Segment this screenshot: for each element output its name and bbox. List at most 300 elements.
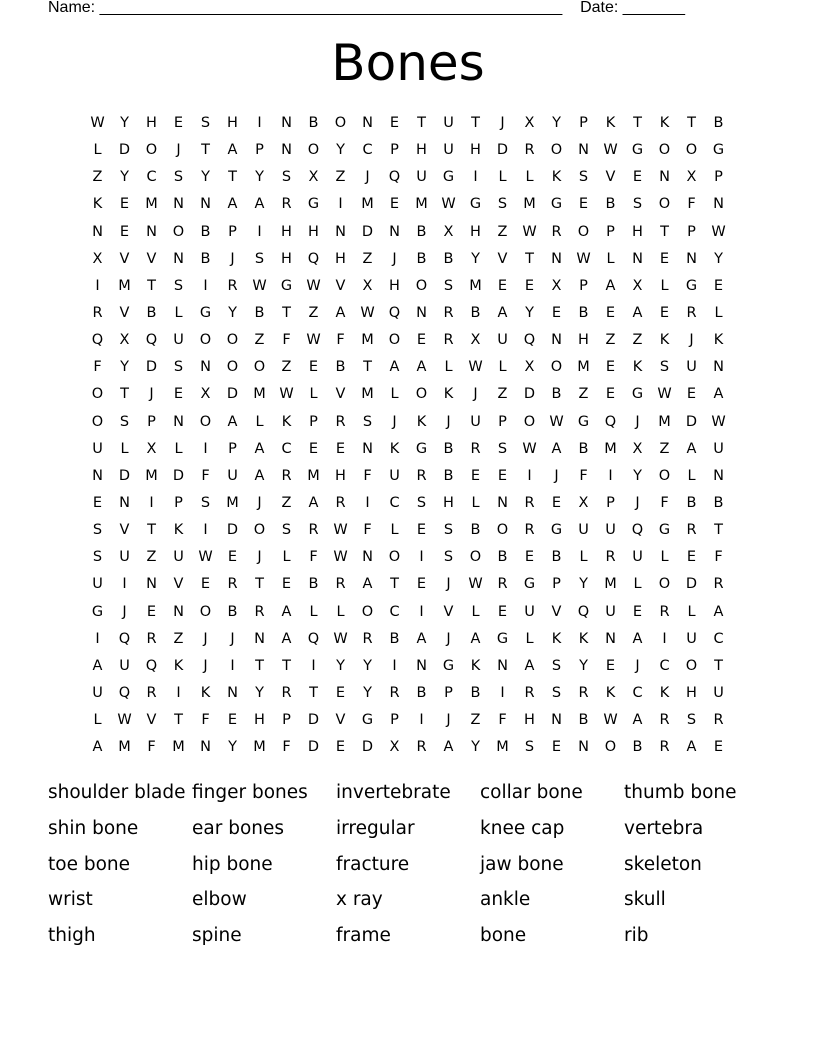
grid-letter: U [227, 467, 238, 484]
grid-letter: S [686, 712, 697, 729]
grid-letter: F [579, 467, 588, 484]
grid-letter: H [578, 332, 589, 349]
grid-letter: A [632, 630, 643, 647]
grid-letter: U [443, 115, 454, 131]
grid-letter: O [388, 332, 401, 349]
word-list-item: finger bones [192, 782, 308, 803]
grid-letter: A [551, 440, 562, 457]
grid-letter: F [282, 739, 291, 756]
grid-letter: L [309, 603, 318, 620]
grid-letter: T [714, 657, 723, 674]
grid-letter: L [255, 413, 264, 430]
grid-letter: N [497, 494, 508, 511]
grid-letter: N [200, 739, 211, 756]
grid-letter: E [578, 196, 589, 213]
grid-letter: W [576, 250, 591, 267]
grid-letter: Z [281, 494, 292, 511]
grid-letter: Y [336, 142, 345, 159]
grid-letter: E [335, 684, 346, 701]
grid-letter: M [118, 739, 131, 756]
grid-letter: C [389, 494, 400, 511]
grid-letter: A [443, 739, 454, 756]
grid-letter: R [362, 630, 373, 647]
grid-letter: Z [281, 359, 292, 376]
grid-letter: B [713, 494, 724, 511]
grid-letter: G [523, 576, 536, 593]
grid-letter: D [307, 712, 320, 729]
word-list [48, 775, 768, 954]
grid-letter: Y [255, 684, 264, 701]
grid-letter: G [91, 603, 104, 620]
grid-letter: L [444, 359, 453, 376]
grid-letter: I [149, 494, 154, 511]
grid-letter: M [577, 359, 590, 376]
grid-letter: Z [335, 169, 346, 186]
grid-letter: I [122, 576, 127, 593]
grid-letter: E [173, 386, 184, 403]
grid-letter: F [687, 196, 696, 213]
grid-letter: Y [633, 467, 642, 484]
grid-letter: E [686, 386, 697, 403]
grid-letter: W [90, 115, 105, 131]
grid-letter: F [309, 549, 318, 566]
grid-letter: C [362, 142, 373, 159]
grid-letter: R [551, 223, 562, 240]
grid-letter: U [686, 630, 697, 647]
grid-letter: S [443, 277, 454, 294]
grid-letter: R [686, 522, 697, 539]
grid-letter: H [686, 684, 697, 701]
grid-letter: E [416, 332, 427, 349]
grid-letter: H [470, 223, 481, 240]
grid-letter: X [578, 494, 589, 511]
grid-letter: R [227, 576, 238, 593]
grid-letter: E [416, 576, 427, 593]
grid-letter: C [146, 169, 157, 186]
grid-letter: P [282, 712, 291, 729]
grid-letter: B [416, 684, 427, 701]
grid-letter: I [419, 549, 424, 566]
grid-letter: B [470, 522, 481, 539]
grid-letter: M [172, 739, 185, 756]
grid-letter: O [469, 549, 482, 566]
grid-letter: V [443, 603, 454, 620]
word-list-item: frame [336, 925, 391, 947]
grid-letter: V [335, 277, 346, 294]
grid-letter: U [119, 657, 130, 674]
grid-letter: I [230, 657, 235, 674]
grid-letter: N [281, 115, 292, 131]
grid-letter: Q [145, 332, 158, 349]
grid-letter: V [119, 304, 130, 321]
grid-letter: F [201, 467, 210, 484]
grid-letter: I [419, 603, 424, 620]
grid-letter: K [416, 413, 427, 430]
grid-letter: W [117, 712, 132, 729]
grid-letter: P [228, 223, 237, 240]
grid-letter: B [227, 603, 238, 620]
grid-letter: S [443, 549, 454, 566]
grid-letter: G [712, 142, 725, 159]
grid-letter: B [578, 440, 589, 457]
grid-letter: L [687, 603, 696, 620]
grid-letter: Z [659, 440, 670, 457]
grid-letter: U [470, 413, 481, 430]
grid-letter: B [443, 440, 454, 457]
grid-letter: Y [579, 576, 588, 593]
grid-letter: R [416, 739, 427, 756]
grid-letter: I [419, 712, 424, 729]
grid-letter: O [415, 277, 428, 294]
grid-letter: I [95, 630, 100, 647]
grid-letter: G [199, 304, 212, 321]
grid-letter: F [363, 522, 372, 539]
grid-letter: A [227, 142, 238, 159]
grid-letter: J [392, 413, 397, 430]
grid-letter: K [632, 359, 643, 376]
grid-letter: T [228, 169, 237, 186]
grid-letter: A [362, 576, 373, 593]
grid-letter: B [470, 684, 481, 701]
grid-letter: B [200, 223, 211, 240]
grid-letter: E [524, 549, 535, 566]
grid-letter: N [173, 250, 184, 267]
grid-letter: R [416, 467, 427, 484]
grid-letter: B [308, 115, 319, 131]
grid-letter: L [525, 169, 534, 186]
grid-letter: G [496, 630, 509, 647]
grid-letter: O [307, 142, 320, 159]
grid-letter: K [659, 684, 670, 701]
grid-letter: S [200, 494, 211, 511]
grid-letter: W [306, 277, 321, 294]
grid-letter: E [659, 304, 670, 321]
grid-letter: G [307, 196, 320, 213]
grid-letter: T [147, 522, 156, 539]
grid-letter: J [689, 332, 694, 349]
grid-letter: K [659, 332, 670, 349]
grid-letter: Q [604, 413, 617, 430]
grid-letter: G [658, 522, 671, 539]
grid-letter: D [523, 386, 536, 403]
grid-letter: M [523, 196, 536, 213]
grid-letter: S [92, 549, 103, 566]
grid-letter: D [685, 576, 698, 593]
grid-letter: K [281, 413, 292, 430]
grid-letter: B [416, 250, 427, 267]
grid-letter: R [335, 413, 346, 430]
grid-letter: U [92, 576, 103, 593]
grid-letter: M [361, 332, 374, 349]
grid-letter: T [687, 115, 696, 131]
word-list-item: ear bones [192, 817, 285, 839]
grid-letter: O [658, 467, 671, 484]
grid-letter: L [498, 169, 507, 186]
grid-letter: E [281, 576, 292, 593]
name-date-line: Name: ____________________________________________________ Date: _______ [48, 0, 686, 16]
grid-letter: D [307, 739, 320, 756]
grid-letter: N [146, 576, 157, 593]
grid-letter: U [578, 522, 589, 539]
grid-letter: M [253, 739, 266, 756]
grid-letter: O [550, 142, 563, 159]
grid-letter: Q [118, 684, 131, 701]
grid-letter: B [416, 223, 427, 240]
grid-letter: I [95, 277, 100, 294]
grid-letter: O [577, 223, 590, 240]
grid-letter: N [362, 115, 373, 131]
grid-letter: Y [363, 684, 372, 701]
grid-letter: J [230, 250, 235, 267]
grid-letter: B [389, 630, 400, 647]
grid-letter: E [173, 115, 184, 131]
grid-letter: W [279, 386, 294, 403]
grid-letter: L [660, 549, 669, 566]
grid-letter: J [149, 386, 154, 403]
grid-letter: O [199, 332, 212, 349]
grid-letter: K [173, 657, 184, 674]
grid-letter: R [524, 684, 535, 701]
grid-letter: O [523, 413, 536, 430]
grid-letter: R [659, 712, 670, 729]
grid-letter: G [361, 712, 374, 729]
grid-letter: U [389, 467, 400, 484]
grid-letter: L [120, 440, 129, 457]
grid-letter: Y [120, 359, 129, 376]
grid-letter: Y [228, 304, 237, 321]
grid-letter: Q [307, 250, 320, 267]
grid-letter: I [365, 494, 370, 511]
grid-letter: Z [254, 332, 265, 349]
grid-letter: L [471, 494, 480, 511]
grid-letter: J [554, 467, 559, 484]
word-list-item: irregular [336, 817, 415, 839]
grid-letter: T [390, 576, 399, 593]
grid-letter: S [92, 522, 103, 539]
grid-letter: Q [388, 169, 401, 186]
grid-letter: L [633, 576, 642, 593]
grid-letter: S [281, 522, 292, 539]
grid-letter: R [443, 304, 454, 321]
grid-letter: P [552, 576, 561, 593]
grid-letter: O [253, 359, 266, 376]
grid-letter: E [227, 549, 238, 566]
grid-letter: Z [632, 332, 643, 349]
grid-letter: Z [146, 549, 157, 566]
grid-letter: M [253, 386, 266, 403]
grid-letter: A [686, 440, 697, 457]
grid-letter: L [714, 304, 723, 321]
grid-letter: C [713, 630, 724, 647]
grid-letter: D [496, 142, 509, 159]
grid-letter: E [308, 440, 319, 457]
grid-letter: J [122, 603, 127, 620]
grid-letter: S [281, 169, 292, 186]
grid-letter: F [282, 332, 291, 349]
grid-letter: K [443, 386, 454, 403]
grid-letter: T [363, 359, 372, 376]
grid-letter: K [578, 630, 589, 647]
word-list-item: hip bone [192, 853, 273, 875]
grid-letter: H [443, 494, 454, 511]
grid-letter: E [524, 277, 535, 294]
grid-letter: S [173, 277, 184, 294]
grid-letter: T [255, 657, 264, 674]
grid-letter: C [632, 684, 643, 701]
grid-letter: J [446, 576, 451, 593]
grid-letter: L [336, 603, 345, 620]
grid-letter: L [498, 359, 507, 376]
grid-letter: A [605, 277, 616, 294]
grid-letter: D [361, 739, 374, 756]
grid-letter: T [174, 712, 183, 729]
grid-letter: Y [525, 304, 534, 321]
grid-letter: Q [631, 522, 644, 539]
grid-letter: T [282, 657, 291, 674]
grid-letter: N [578, 739, 589, 756]
grid-letter: R [146, 684, 157, 701]
grid-letter: R [335, 576, 346, 593]
word-list-item: toe bone [48, 853, 131, 875]
grid-letter: A [254, 467, 265, 484]
grid-letter: O [91, 386, 104, 403]
grid-letter: H [281, 223, 292, 240]
grid-letter: U [92, 440, 103, 457]
grid-letter: B [551, 549, 562, 566]
grid-letter: S [497, 196, 508, 213]
grid-letter: N [713, 467, 724, 484]
grid-letter: O [658, 196, 671, 213]
grid-letter: N [146, 223, 157, 240]
grid-letter: Q [91, 332, 104, 349]
grid-letter: A [713, 386, 724, 403]
grid-letter: E [389, 196, 400, 213]
grid-letter: O [361, 603, 374, 620]
grid-letter: X [146, 440, 157, 457]
grid-letter: G [469, 196, 482, 213]
grid-letter: N [578, 142, 589, 159]
grid-letter: R [659, 739, 670, 756]
grid-letter: E [551, 739, 562, 756]
grid-letter: N [713, 196, 724, 213]
grid-letter: Y [201, 169, 210, 186]
grid-letter: U [173, 549, 184, 566]
grid-letter: H [281, 250, 292, 267]
grid-letter: O [199, 603, 212, 620]
grid-letter: R [443, 332, 454, 349]
grid-letter: U [686, 359, 697, 376]
grid-letter: E [605, 304, 616, 321]
grid-letter: Y [120, 169, 129, 186]
grid-letter: A [713, 603, 724, 620]
grid-letter: G [415, 440, 428, 457]
grid-letter: J [635, 494, 640, 511]
grid-letter: M [361, 386, 374, 403]
grid-letter: B [632, 739, 643, 756]
grid-letter: A [227, 196, 238, 213]
grid-letter: R [227, 277, 238, 294]
grid-letter: J [203, 657, 208, 674]
grid-letter: S [416, 494, 427, 511]
word-list-item: thigh [48, 925, 96, 947]
grid-letter: A [254, 196, 265, 213]
grid-letter: A [281, 603, 292, 620]
grid-letter: S [632, 196, 643, 213]
grid-letter: T [633, 115, 642, 131]
grid-letter: N [713, 359, 724, 376]
grid-letter: R [497, 576, 508, 593]
page-title: Bones [331, 34, 485, 92]
word-list-item: skeleton [624, 853, 702, 875]
grid-letter: B [551, 386, 562, 403]
grid-letter: N [254, 630, 265, 647]
grid-letter: E [416, 522, 427, 539]
grid-letter: J [365, 169, 370, 186]
grid-letter: S [443, 522, 454, 539]
grid-letter: L [309, 386, 318, 403]
grid-letter: P [174, 494, 183, 511]
grid-letter: Q [145, 657, 158, 674]
grid-letter: Y [552, 115, 561, 131]
grid-letter: W [522, 223, 537, 240]
word-list-item: shin bone [48, 817, 139, 839]
grid-letter: R [470, 440, 481, 457]
grid-letter: W [306, 332, 321, 349]
grid-letter: Z [497, 386, 508, 403]
grid-letter: O [658, 142, 671, 159]
grid-letter: R [389, 684, 400, 701]
grid-letter: B [146, 304, 157, 321]
grid-letter: W [441, 196, 456, 213]
grid-letter: E [227, 712, 238, 729]
grid-letter: R [713, 576, 724, 593]
grid-letter: A [335, 304, 346, 321]
word-list-item: collar bone [480, 782, 583, 803]
grid-letter: E [119, 196, 130, 213]
grid-letter: Y [471, 250, 480, 267]
grid-letter: E [308, 359, 319, 376]
grid-letter: Z [497, 223, 508, 240]
grid-letter: H [227, 115, 238, 131]
grid-letter: O [226, 332, 239, 349]
grid-letter: R [686, 304, 697, 321]
grid-letter: G [280, 277, 293, 294]
grid-letter: E [632, 169, 643, 186]
grid-letter: O [199, 413, 212, 430]
grid-letter: I [500, 684, 505, 701]
grid-letter: K [659, 115, 670, 131]
grid-letter: W [603, 142, 618, 159]
word-list-item: bone [480, 925, 527, 947]
grid-letter: U [713, 440, 724, 457]
grid-letter: L [282, 549, 291, 566]
grid-letter: B [200, 250, 211, 267]
grid-letter: P [390, 142, 399, 159]
grid-letter: E [146, 603, 157, 620]
grid-letter: V [497, 250, 508, 267]
grid-letter: H [470, 142, 481, 159]
grid-letter: K [389, 440, 400, 457]
grid-letter: P [147, 413, 156, 430]
grid-letter: F [201, 712, 210, 729]
grid-letter: N [551, 250, 562, 267]
grid-letter: J [635, 413, 640, 430]
grid-letter: W [711, 223, 726, 240]
grid-letter: N [362, 440, 373, 457]
grid-letter: D [172, 467, 185, 484]
grid-letter: S [173, 169, 184, 186]
grid-letter: V [173, 576, 184, 593]
